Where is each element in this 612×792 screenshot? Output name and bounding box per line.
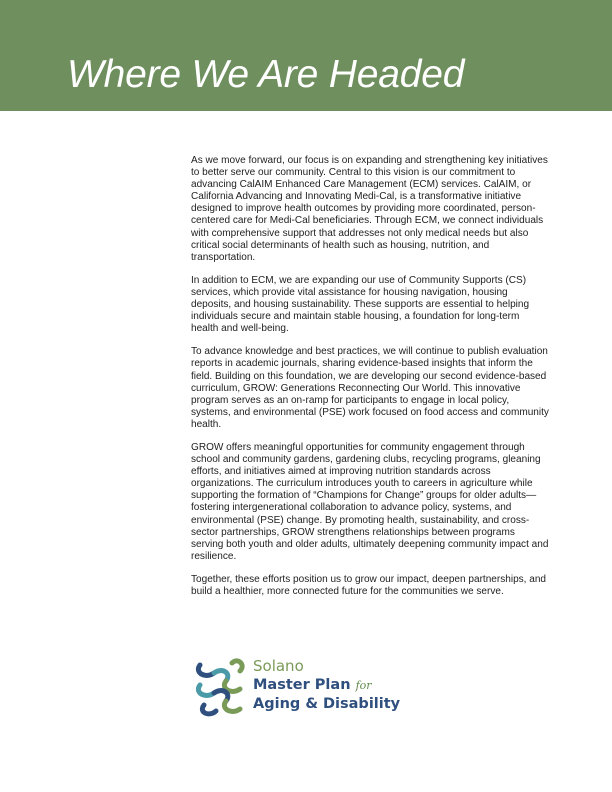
logo-mark-icon xyxy=(192,657,248,717)
paragraph-4: GROW offers meaningful opportunities for community engagement through school and community gardens, gardening clubs, recycling programs, gleaning efforts, and initiatives aimed at improving nutrition standards across organizations. The curriculum introduces youth to careers in agriculture while supporting the formation of “Champions for Change” groups for older adults—fostering intergenerational collaboration to advance policy, systems, and environmental (PSE) change. By promoting health, sustainability, and cross-sector partnerships, GROW strengthens relationships between programs serving both youth and older adults, ultimately deepening community impact and resilience. xyxy=(191,441,549,562)
logo-for-text: for xyxy=(355,679,372,692)
paragraph-5: Together, these efforts position us to grow our impact, deepen partnerships, and build a healthier, more connected future for the communities we serve. xyxy=(191,573,547,597)
logo-line-solano: Solano xyxy=(253,657,304,675)
logo-line-aging-disability: Aging & Disability xyxy=(253,696,401,712)
paragraph-3: To advance knowledge and best practices, we will continue to publish evaluation reports in academic journals, sharing evidence-based insights that inform the field. Building on this foundation, we are developing our second evidence-based curriculum, GROW: Generations Reconnecting Our World. This innovative program serves as an on-ramp for participants to engage in local policy, systems, and environmental (PSE) work focused on food access and community health. xyxy=(191,346,549,430)
logo-line-master-plan xyxy=(253,676,372,695)
body-text xyxy=(191,155,549,609)
paragraph-1: As we move forward, our focus is on expanding and strengthening key initiatives to better serve our community. Central to this vision is our commitment to advancing CalAIM Enhanced Care Management (ECM) services. CalAIM, or California Advancing and Innovating Medi-Cal, is a transformative initiative designed to improve health outcomes by providing more coordinated, person-centered care for Medi-Cal beneficiaries. Through ECM, we connect individuals with comprehensive support that addresses not only medical needs but also critical social determinants of health such as housing, nutrition, and transportation. xyxy=(191,155,548,263)
page-title: Where We Are Headed xyxy=(67,53,465,96)
logo-master-plan-text: Master Plan xyxy=(253,677,351,693)
paragraph-2: In addition to ECM, we are expanding our use of Community Supports (CS) services, which provide vital assistance for housing navigation, housing deposits, and housing sustainability. These supports are essential to helping individuals secure and maintain stable housing, a foundation for long-term health and well-being. xyxy=(191,274,530,335)
title-banner xyxy=(0,0,612,111)
solano-master-plan-logo xyxy=(192,657,402,719)
